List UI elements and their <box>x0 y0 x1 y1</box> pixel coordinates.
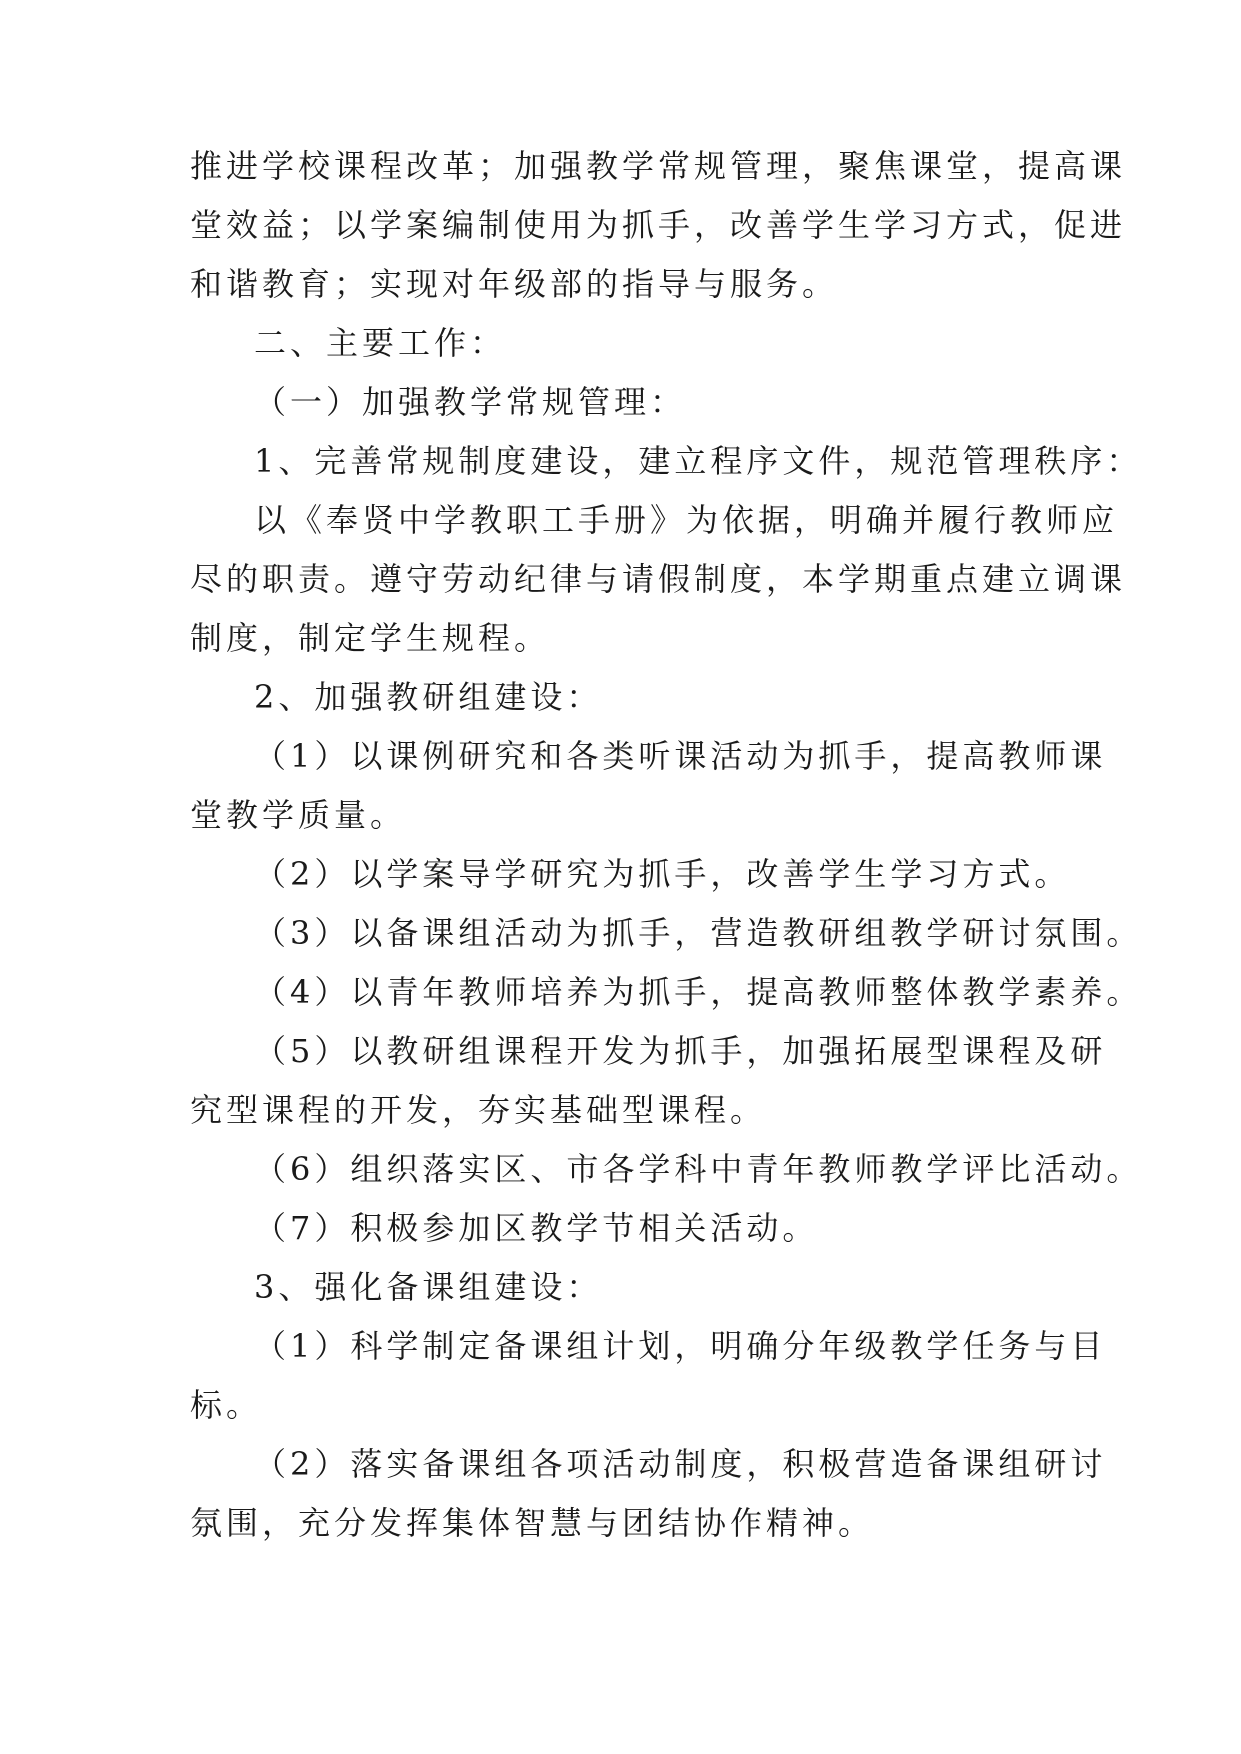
list-item: （4）以青年教师培养为抓手，提高教师整体教学素养。 <box>254 973 1143 1011</box>
text-line: 尽的职责。遵守劳动纪律与请假制度，本学期重点建立调课 <box>190 560 1127 598</box>
list-item: （1）以课例研究和各类听课活动为抓手，提高教师课 <box>254 737 1107 775</box>
text-line: 氛围，充分发挥集体智慧与团结协作精神。 <box>190 1504 875 1542</box>
text-line: 推进学校课程改革；加强教学常规管理，聚焦课堂，提高课 <box>190 147 1127 185</box>
text-line: 制度，制定学生规程。 <box>190 619 551 657</box>
list-item: （2）落实备课组各项活动制度，积极营造备课组研讨 <box>254 1445 1107 1483</box>
section-heading: 二、主要工作： <box>254 324 507 362</box>
list-item: （2）以学案导学研究为抓手，改善学生学习方式。 <box>254 855 1071 893</box>
list-item: （7）积极参加区教学节相关活动。 <box>254 1209 819 1247</box>
text-line: 以《奉贤中学教职工手册》为依据，明确并履行教师应 <box>254 501 1119 539</box>
text-line: 究型课程的开发，夯实基础型课程。 <box>190 1091 767 1129</box>
item-heading: 1、完善常规制度建设，建立程序文件，规范管理秩序： <box>254 442 1143 480</box>
item-heading: 3、强化备课组建设： <box>254 1268 603 1306</box>
text-line: 标。 <box>190 1386 263 1424</box>
list-item: （1）科学制定备课组计划，明确分年级教学任务与目 <box>254 1327 1107 1365</box>
item-heading: 2、加强教研组建设： <box>254 678 603 716</box>
text-line: 堂效益；以学案编制使用为抓手，改善学生学习方式，促进 <box>190 206 1127 244</box>
list-item: （3）以备课组活动为抓手，营造教研组教学研讨氛围。 <box>254 914 1143 952</box>
text-line: 和谐教育；实现对年级部的指导与服务。 <box>190 265 839 303</box>
subsection-heading: （一）加强教学常规管理： <box>254 383 687 421</box>
text-line: 堂教学质量。 <box>190 796 407 834</box>
list-item: （5）以教研组课程开发为抓手，加强拓展型课程及研 <box>254 1032 1107 1070</box>
list-item: （6）组织落实区、市各学科中青年教师教学评比活动。 <box>254 1150 1143 1188</box>
